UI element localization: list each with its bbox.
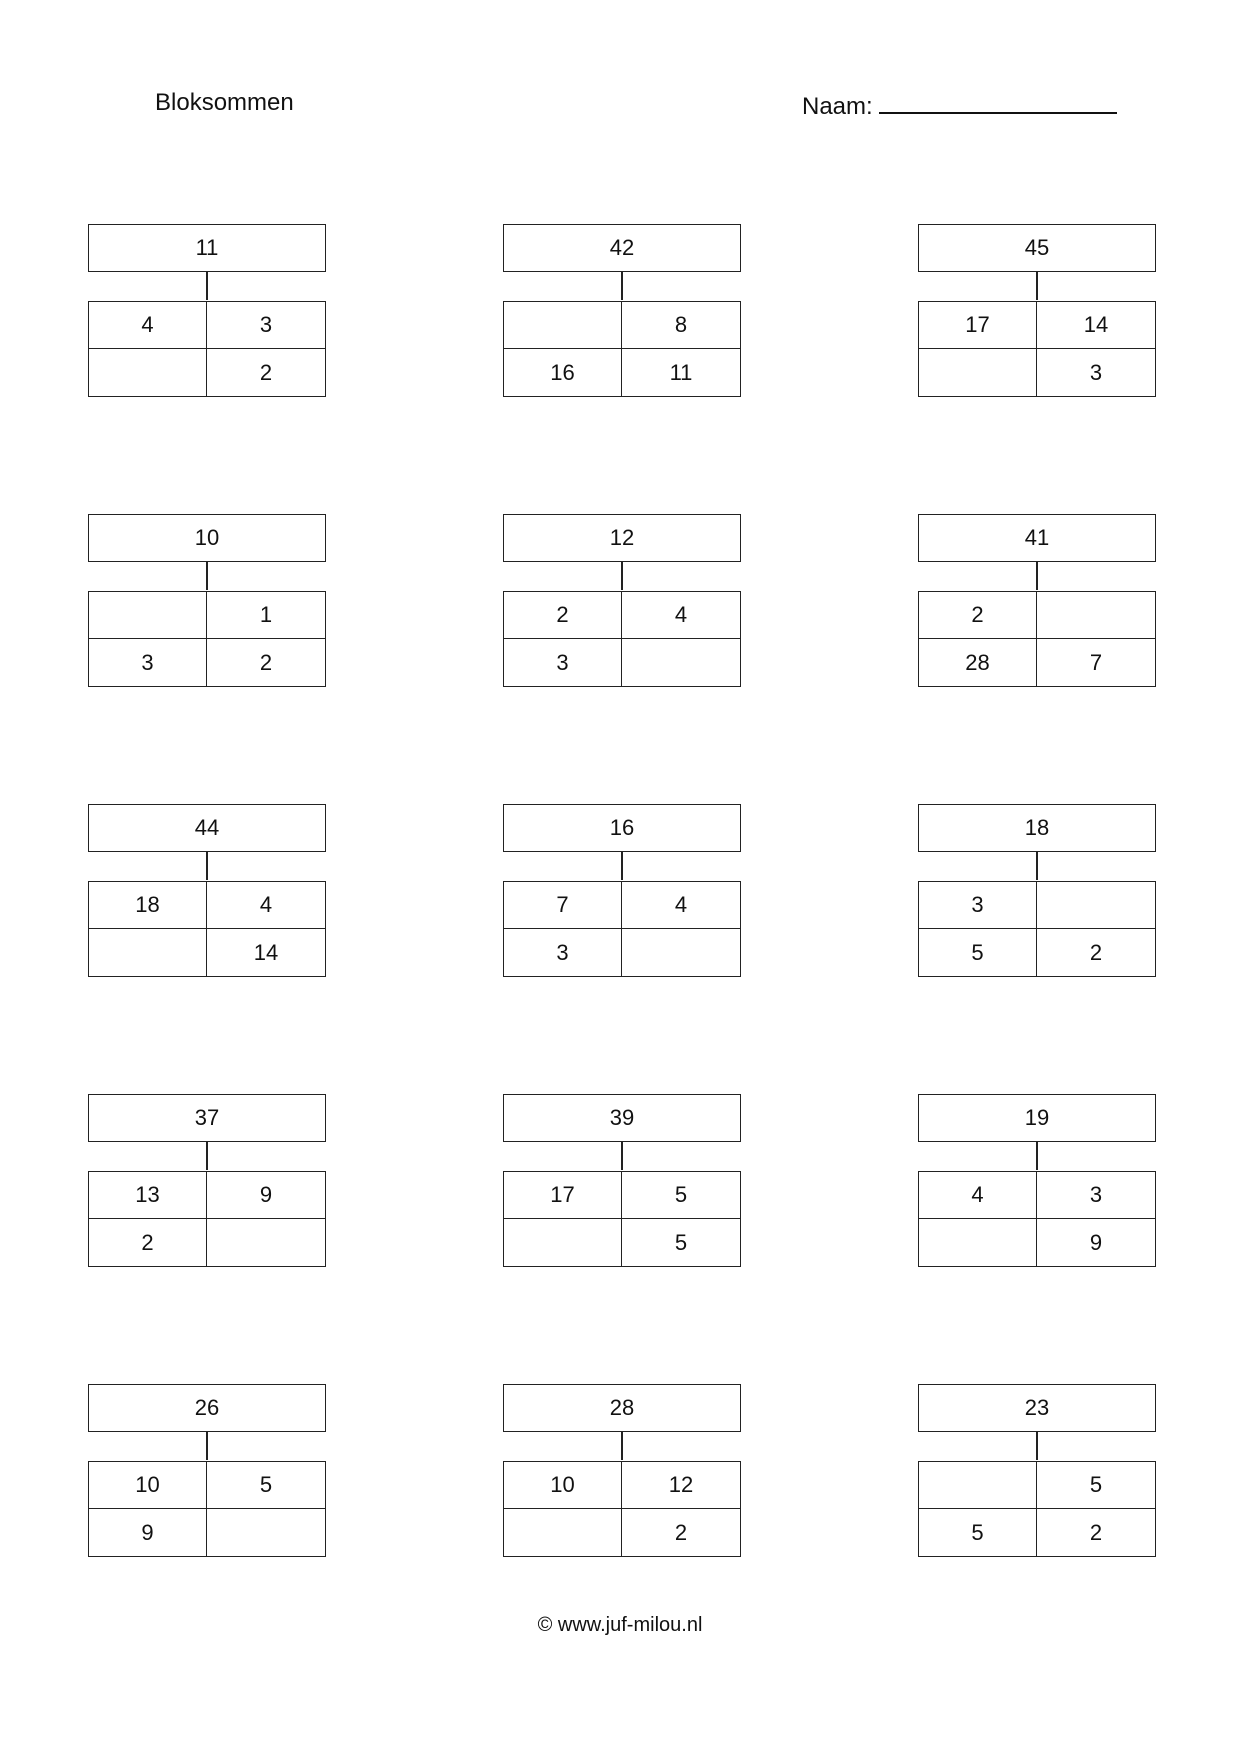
block-total: 45: [918, 224, 1156, 272]
block-cell: 2: [1089, 939, 1103, 965]
block-problem: [918, 514, 1156, 688]
block-connector-line: [621, 1432, 623, 1460]
block-cell: 2: [504, 592, 622, 639]
block-cells: [503, 881, 741, 977]
block-cells: [88, 301, 326, 397]
block-cell: 5: [1037, 1462, 1155, 1509]
block-cells: [918, 591, 1156, 687]
block-cell: 2: [674, 1519, 688, 1545]
block-cell: 5: [919, 929, 1037, 976]
block-connector-line: [1036, 272, 1038, 300]
block-connector-line: [206, 272, 208, 300]
block-cell: 2: [89, 1219, 207, 1266]
block-cell: 9: [1089, 1229, 1103, 1255]
block-cells: [503, 1461, 741, 1557]
block-cells: [88, 881, 326, 977]
block-cell: 13: [89, 1172, 207, 1219]
block-cell: 3: [89, 639, 207, 686]
block-problem: [88, 1384, 326, 1558]
block-problem: [503, 804, 741, 978]
block-cell: 10: [504, 1462, 622, 1509]
block-total: 28: [503, 1384, 741, 1432]
block-connector-line: [621, 272, 623, 300]
block-cell: 10: [89, 1462, 207, 1509]
block-cell-blank[interactable]: [1037, 592, 1155, 639]
block-cell: 3: [1089, 359, 1103, 385]
block-cell-blank[interactable]: [504, 302, 622, 349]
block-connector-line: [206, 1432, 208, 1460]
block-cell: 17: [504, 1172, 622, 1219]
block-cells: [918, 301, 1156, 397]
block-total: 18: [918, 804, 1156, 852]
block-cell: 4: [622, 592, 740, 639]
block-cell: 9: [207, 1172, 325, 1219]
block-cell: 4: [919, 1172, 1037, 1219]
block-cell: 3: [1037, 1172, 1155, 1219]
block-cells: [918, 1461, 1156, 1557]
block-cell: 28: [919, 639, 1037, 686]
block-cell-blank[interactable]: [622, 929, 740, 976]
block-cell: 2: [1089, 1519, 1103, 1545]
block-problem: [918, 224, 1156, 398]
block-connector-line: [206, 852, 208, 880]
block-cell: 12: [622, 1462, 740, 1509]
block-connector-line: [621, 1142, 623, 1170]
block-cell-blank[interactable]: [504, 1509, 622, 1556]
block-total: 12: [503, 514, 741, 562]
block-connector-line: [621, 852, 623, 880]
block-connector-line: [1036, 852, 1038, 880]
block-connector-line: [1036, 1432, 1038, 1460]
block-cell: 18: [89, 882, 207, 929]
block-problem: [503, 514, 741, 688]
block-cell-blank[interactable]: [89, 349, 207, 396]
block-cell: 5: [207, 1462, 325, 1509]
block-cell: 3: [504, 929, 622, 976]
block-cells: [88, 1171, 326, 1267]
worksheet-title: Bloksommen: [155, 89, 294, 116]
block-connector-line: [206, 1142, 208, 1170]
block-connector-line: [621, 562, 623, 590]
block-cells: [88, 591, 326, 687]
name-field[interactable]: [802, 88, 1117, 122]
block-cell: 4: [207, 882, 325, 929]
block-cell: 17: [919, 302, 1037, 349]
block-problem: [918, 804, 1156, 978]
block-problem: [88, 804, 326, 978]
block-cells: [503, 591, 741, 687]
block-connector-line: [1036, 1142, 1038, 1170]
block-cell-blank[interactable]: [89, 929, 207, 976]
name-blank-line[interactable]: [879, 88, 1117, 114]
block-cells: [503, 301, 741, 397]
block-total: 26: [88, 1384, 326, 1432]
block-cells: [503, 1171, 741, 1267]
block-cell-blank[interactable]: [622, 639, 740, 686]
block-problem: [503, 1094, 741, 1268]
block-cell: 11: [669, 359, 693, 385]
block-cell-blank[interactable]: [89, 592, 207, 639]
block-cell: 16: [504, 349, 622, 396]
problem-grid: [88, 224, 1160, 1560]
block-cell: 9: [89, 1509, 207, 1556]
block-problem: [88, 224, 326, 398]
block-cell: 7: [1089, 649, 1103, 675]
block-cell: 2: [259, 359, 273, 385]
block-cell-blank[interactable]: [919, 1219, 1037, 1266]
block-total: 23: [918, 1384, 1156, 1432]
block-cell-blank[interactable]: [504, 1219, 622, 1266]
block-total: 37: [88, 1094, 326, 1142]
block-problem: [88, 1094, 326, 1268]
block-cell: 7: [504, 882, 622, 929]
block-cell: 3: [207, 302, 325, 349]
block-problem: [503, 1384, 741, 1558]
block-total: 11: [88, 224, 326, 272]
block-cell: 5: [674, 1229, 688, 1255]
block-total: 39: [503, 1094, 741, 1142]
block-total: 41: [918, 514, 1156, 562]
block-cell: 1: [207, 592, 325, 639]
block-cell: 4: [622, 882, 740, 929]
block-total: 10: [88, 514, 326, 562]
block-cells: [918, 1171, 1156, 1267]
block-problem: [88, 514, 326, 688]
block-cells: [88, 1461, 326, 1557]
block-cell: 3: [504, 639, 622, 686]
block-cell-blank[interactable]: [919, 349, 1037, 396]
block-cell: 8: [622, 302, 740, 349]
block-cell: 4: [89, 302, 207, 349]
block-total: 19: [918, 1094, 1156, 1142]
block-total: 16: [503, 804, 741, 852]
block-cell-blank[interactable]: [207, 1509, 325, 1556]
copyright-footer: © www.juf-milou.nl: [537, 1614, 703, 1636]
block-cell: 3: [919, 882, 1037, 929]
block-cell: 14: [253, 939, 279, 965]
block-cell-blank[interactable]: [207, 1219, 325, 1266]
block-total: 42: [503, 224, 741, 272]
block-problem: [503, 224, 741, 398]
block-total: 44: [88, 804, 326, 852]
block-cells: [918, 881, 1156, 977]
block-problem: [918, 1094, 1156, 1268]
block-problem: [918, 1384, 1156, 1558]
block-cell-blank[interactable]: [1037, 882, 1155, 929]
block-connector-line: [206, 562, 208, 590]
name-label: Naam:: [802, 93, 873, 120]
block-cell: 2: [259, 649, 273, 675]
block-cell: 2: [919, 592, 1037, 639]
block-connector-line: [1036, 562, 1038, 590]
block-cell: 5: [622, 1172, 740, 1219]
block-cell: 5: [919, 1509, 1037, 1556]
block-cell-blank[interactable]: [919, 1462, 1037, 1509]
block-cell: 14: [1037, 302, 1155, 349]
